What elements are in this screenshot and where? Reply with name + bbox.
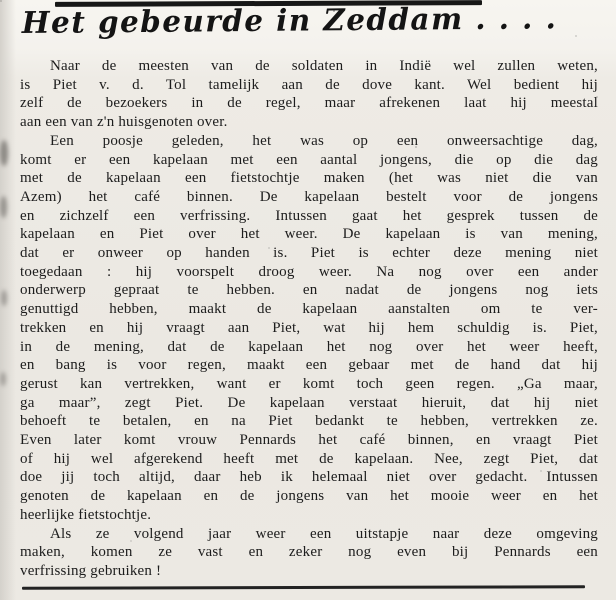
article-line: ga maar”, zegt Piet. De kapelaan verstaat hieruit, dat hij niet [20,394,598,411]
article-line: dat er onweer op handen is. Piet is echter deze mening niet [20,245,598,262]
article-line: trekken en hij vraagt aan Piet, wat hij hem schuldig is. Piet, [20,319,598,336]
article-line: maken, komen ze vast en zeker nog even bij Pennards een [20,544,598,561]
article-line: kapelaan en Piet over het weer. De kapelaan is van mening, [20,226,598,243]
paper-specks [0,0,2,2]
scan-smudge [1,290,7,306]
article-line: genuttigd hebben, maakt de kapelaan aanstalten om te ver- [20,301,598,318]
article-line: gerust kan vertrekken, want er komt toch geen regen. „Ga maar, [20,375,598,392]
article-line: Naar de meesten van de soldaten in Indië wel zullen weten, [50,58,598,74]
article-headline: Het gebeurde in Zeddam . . . . [21,1,558,41]
article-line: verfrissing gebruiken ! [20,562,162,579]
scan-smudge [0,196,7,218]
article-line: Een poosje geleden, het was op een onweersachtige dag, [50,132,598,149]
article-line: onderwerp gepraat te hebben. en nadat de jongens nog iets [20,282,598,299]
article-line: doe jij toch altijd, daar heb ik helemaal niet over gedacht. Intussen [20,469,598,486]
article-line: en bang is voor regen, maakt een gebaar met de hand dat hij [20,357,598,374]
article-line: heerlijke fietstochtje. [20,506,152,523]
article-line: met de kapelaan een fietstochtje maken (het was niet die van [20,170,598,187]
article-line: genoten de kapelaan en de jongens van het mooie weer en het [20,488,598,505]
scan-smudge [0,140,8,166]
article-line: of hij wel afgerekend heeft met de kapelaan. Nee, zegt Piet, dat [20,450,598,467]
article-line: en zichzelf een verfrissing. Intussen gaat het gesprek tussen de [20,207,598,224]
bottom-rule [22,585,585,589]
article-line: is Piet v. d. Tol tamelijk aan de dove kant. Wel bedient hij [20,76,598,93]
article-line: behoeft te betalen, en na Piet bedankt te hebben, vertrekken ze. [20,413,598,430]
article-line: aan een van z'n huisgenoten over. [20,114,228,131]
article-line: toegedaan : hij voorspelt droog weer. Na nog over een ander [20,263,598,280]
article-line: zelf de bezoekers in de regel, maar afrekenen laat hij meestal [20,95,598,112]
article-line: in de mening, dat de kapelaan het nog over het weer heeft, [20,338,598,355]
article-line: Als ze volgend jaar weer een uitstapje naar deze omgeving [50,525,598,542]
article-line: komt er een kapelaan met een aantal jongens, die op die dag [20,151,598,168]
article-body [20,57,598,581]
article-line: Even later komt vrouw Pennards het café binnen, en vraagt Piet [20,432,598,449]
scan-smudge [0,372,6,386]
article-line: Azem) het café binnen. De kapelaan bestelt voor de jongens [20,188,598,205]
